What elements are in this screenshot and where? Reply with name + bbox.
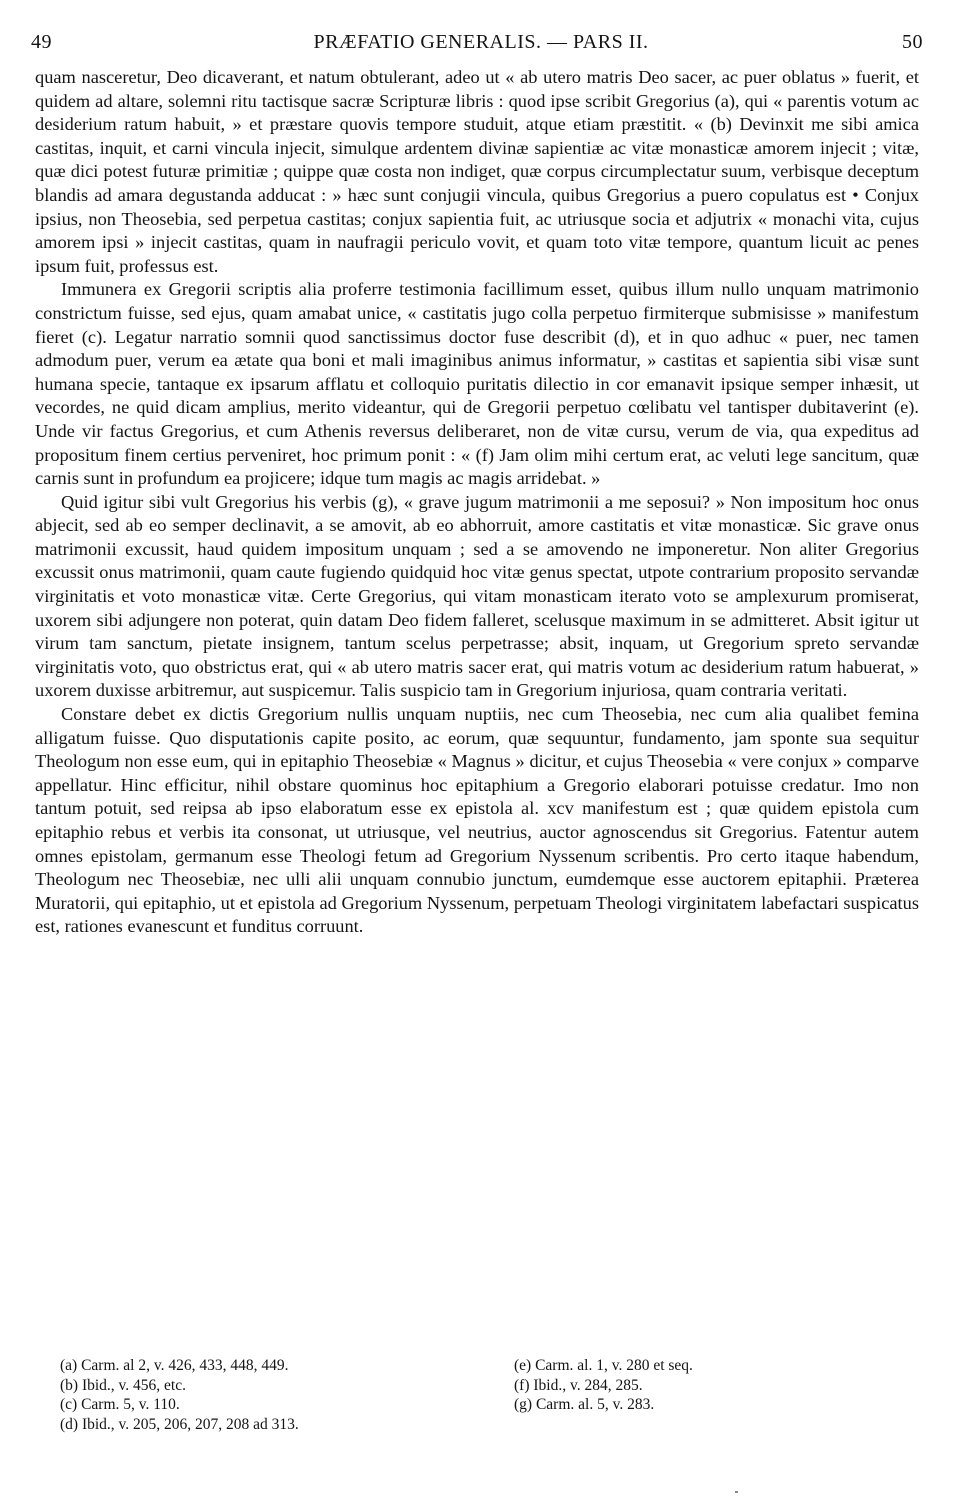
footnotes [60,1356,920,1446]
main-text [35,66,919,939]
paragraph-3: Quid igitur sibi vult Gregorius his verbis (g), « grave jugum matrimonii a me seposui? » Non impositum hoc onus abjecit, sed ab eo semper declinavit, a se amovit, ab eo abhorruit, amore castitatis et vitæ monasticæ. Sic grave onus matrimonii excussit, haud quidem impositum unquam ; sed a se amovendo ne imponeretur. Non aliter Gregorius excussit onus matrimonii, quam caute fugiendo quidquid hoc vitæ genus spectat, utpote contrarium proposito servandæ virginitatis et voto monasticæ vitæ. Certe Gregorius, qui vitam monasticam iterato voto se amplexurum promiserat, uxorem sibi adjungere non poterat, quin datam Deo fidem falleret, scelusque maximum in se admitteret. Absit igitur ut virum tam sanctum, pietate insignem, tantum scelus perpetrasse; absit, inquam, ut Gregorium spreto servandæ virginitatis voto, quo obstrictus erat, qui « ab utero matris sacer erat, qui matris votum ac desiderium ratum habuerat, » uxorem duxisse arbitremur, aut suspicemur. Talis suspicio tam in Gregorium injuriosa, quam contraria veritati. [35,491,919,701]
footnote-g: (g) Carm. al. 5, v. 283. [514,1396,655,1413]
page-number-left: 49 [31,31,52,53]
page-number-right: 50 [902,31,923,53]
footnote-c: (c) Carm. 5, v. 110. [60,1396,180,1413]
running-header [31,31,931,57]
running-title: PRÆFATIO GENERALIS. — PARS II. [313,31,649,53]
footnote-e: (e) Carm. al. 1, v. 280 et seq. [514,1357,693,1374]
footnotes-left-column [60,1356,299,1434]
print-speck [735,1491,738,1493]
paragraph-4: Constare debet ex dictis Gregorium nullis unquam nuptiis, nec cum Theosebia, nec cum alia qualibet femina alligatum fuisse. Quo disputationis capite posito, ac eorum, quæ sequuntur, fundamento, jam sponte sua sequitur Theologum non esse eum, qui in epitaphio Theosebiæ « Magnus » dicitur, et cujus Theosebia « vere conjux » comparve appellatur. Hinc efficitur, nihil obstare quominus hoc epitaphium a Gregorio elaborari potuisse credatur. Imo non tantum potuit, sed reipsa ab ipso elaboratum esse ex epistola al. xcv manifestum est ; quæ quidem epistola cum epitaphio rebus et verbis ita consonat, ut utriusque, vel neutrius, auctor agnoscendus sit Gregorius. Fatentur autem omnes epistolam, germanum esse Theologi fetum ad Gregorium Nyssenum scribentis. Pro certo itaque habendum, Theologum nec Theosebiæ, nec ulli alii unquam connubio junctum, eumdemque esse auctorem epitaphii. Præterea Muratorii, qui epitaphio, ut et epistola ad Gregorium Nyssenum, perpetuam Theologi virginitatem labefactari suspicatus est, rationes evanescunt et funditus corruunt. [35,704,919,937]
footnote-d: (d) Ibid., v. 205, 206, 207, 208 ad 313. [60,1415,299,1433]
footnote-a: (a) Carm. al 2, v. 426, 433, 448, 449. [60,1357,289,1374]
paragraph-1: quam nasceretur, Deo dicaverant, et natum obtulerant, adeo ut « ab utero matris Deo sacer, ac puer oblatus » fuerit, et quidem ad altare, solemni ritu tactisque sacræ Scripturæ libris : quod ipse scribit Gregorius (a), qui « parentis votum ac desiderium ratum habuit, » et præstare quovis tempore studuit, atque etiam præstitit. « (b) Devinxit me sibi amica castitas, inquit, et carni vincula injecit, simulque ardentem divinæ sapientiæ ac vitæ monasticæ amorem injecit ; vitæ, quæ dici potest futuræ primitiæ ; quippe quæ costa non indiget, quæ corpus circumplectatur suum, verbisque deceptum blandis ad amara degustanda adducat : » hæc sunt conjugii vincula, quibus Gregorius a puero copulatus est • Conjux ipsius, non Theosebia, sed perpetua castitas; conjux sapientia fuit, ac utriusque socia et adjutrix « monachi vita, cujus amorem ipsi » injecit castitas, quam in naufragii periculo vovit, et quam toto vitæ tempore, quantum licuit ac penes ipsum fuit, professus est. [35,67,919,276]
footnote-f: (f) Ibid., v. 284, 285. [514,1376,643,1394]
paragraph-2: Immunera ex Gregorii scriptis alia proferre testimonia facillimum esset, quibus illum nullo unquam matrimonio constrictum fuisse, sed ejus, quam amabat unice, « castitatis jugo colla perpetuo firmiterque submisisse » manifestum fieret (c). Legatur narratio somnii quod sanctissimus doctor fuse describit (d), et in quo adhuc « puer, nec tamen admodum puer, verum ea ætate qua boni et mali imaginibus animus informatur, » castitas et sapientia sibi visæ sunt humana specie, tantaque ex ipsarum afflatu et colloquio puritatis dilectio in cor emanavit ipsique semper inhæsit, ut vecordes, ne quid dicam amplius, merito videantur, qui de Gregorii perpetuo cœlibatu vel tantisper dubitaverint (e). Unde vir factus Gregorius, et cum Athenis reversus deliberaret, non de vitæ cursu, verum de via, qua expeditus ad propositum finem certius perveniret, hoc primum ponit : « (f) Jam olim mihi certum erat, ac veluti lege sancitum, quæ carnis sunt in profundum ea projicere; idque tum magis ac magis arridebat. » [35,279,919,489]
footnote-b: (b) Ibid., v. 456, etc. [60,1376,186,1394]
footnotes-right-column [514,1356,693,1415]
